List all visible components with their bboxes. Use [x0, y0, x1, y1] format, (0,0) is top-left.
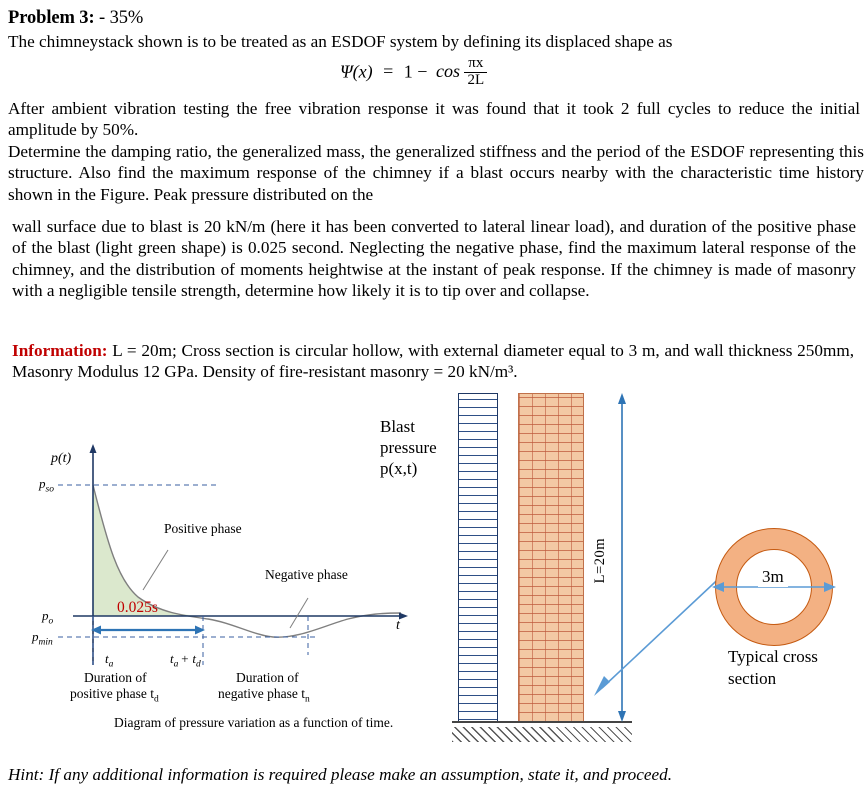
shape-function-equation [340, 57, 487, 90]
pmin-symbol: p [32, 629, 39, 644]
pso-symbol: p [39, 476, 46, 491]
positive-phase-area [93, 485, 203, 616]
equation-equals: = [383, 61, 394, 82]
blast-pressure-distribution [458, 393, 498, 725]
duration-positive-line2 [70, 686, 159, 705]
equation-numerator: πx [464, 56, 487, 73]
paragraph-determine: Determine the damping ratio, the generalized mass, the generalized stiffness and the period of the ESDOF representing this structure. Also find the maximum response of the chimney if a blast occurs nearby with the characteristic time history shown in the Figure. Peak pressure distributed on the [8, 142, 864, 204]
cross-section-caption-line2: section [728, 669, 777, 688]
equation-psi: Ψ(x) [340, 61, 373, 82]
pso-subscript: so [45, 484, 54, 495]
equation-one-minus: 1 − [403, 61, 428, 82]
page-title [8, 8, 143, 29]
po-subscript: o [48, 616, 54, 627]
equation-denominator: 2L [467, 71, 485, 88]
figure-caption: Diagram of pressure variation as a function of time. [114, 715, 394, 730]
cross-section-caption [728, 646, 818, 690]
pressure-diagram-svg [18, 430, 438, 730]
equation-cos: cos [435, 61, 460, 82]
blast-pressure-label [380, 416, 437, 479]
pressure-time-diagram [18, 430, 438, 730]
problem-title-label: Problem 3: [8, 8, 95, 28]
diameter-label: 3m [758, 567, 788, 587]
pso-label [39, 476, 54, 495]
ta-tick-label [105, 651, 113, 670]
paragraph-ambient-vibration: After ambient vibration testing the free vibration response it was found that it took 2 full cycles to reduce the initial amplitude by 50%. [8, 99, 860, 140]
dur-neg-text: negative phase t [218, 686, 305, 701]
ta-symbol: t [105, 651, 109, 666]
duration-positive-line1: Duration of [84, 670, 147, 685]
information-label: Information: [12, 341, 108, 360]
blast-label-line1: Blast [380, 417, 415, 436]
blast-label-line3: p(x,t) [380, 459, 418, 478]
height-label: L=20m [592, 538, 608, 584]
y-axis-label: p(t) [51, 451, 72, 466]
po-symbol: p [42, 608, 49, 623]
positive-phase-label: Positive phase [164, 521, 242, 536]
information-block [12, 340, 854, 383]
duration-value-label: 0.025s [117, 599, 158, 616]
tatd-subscript2: d [196, 659, 201, 670]
diameter-dimension [700, 520, 860, 660]
negative-phase-label: Negative phase [265, 567, 348, 582]
tatd-symbol: t [170, 651, 174, 666]
intro-line: The chimneystack shown is to be treated as an ESDOF system by defining its displaced shape as [8, 32, 673, 51]
hint-text: Hint: If any additional information is required please make an assumption, state it, and proceed. [8, 765, 673, 784]
duration-negative-line2 [218, 686, 310, 705]
tatd-subscript: a [173, 659, 179, 670]
duration-negative-line1: Duration of [236, 670, 299, 685]
blast-label-line2: pressure [380, 438, 437, 457]
pmin-label [32, 629, 53, 648]
dur-neg-subscript: n [304, 694, 310, 705]
cross-section-diagram [700, 520, 860, 690]
dur-pos-subscript: d [154, 694, 159, 705]
y-axis-arrow [90, 444, 97, 453]
pmin-subscript: min [38, 637, 53, 648]
positive-phase-leader [143, 550, 168, 590]
cross-section-caption-line1: Typical cross [728, 647, 818, 666]
information-text: L = 20m; Cross section is circular hollow, with external diameter equal to 3 m, and wall thickness 250mm, Masonry Modulus 12 GPa. Density of fire-resistant masonry = 20 kN/m³. [12, 341, 854, 382]
problem-title-percent: - 35% [99, 8, 144, 28]
ta-subscript: a [108, 659, 114, 670]
tatd-plus: + t [180, 651, 197, 666]
x-axis-arrow [399, 613, 408, 620]
negative-phase-leader [290, 598, 308, 628]
dur-pos-text: positive phase t [70, 686, 154, 701]
chimney-masonry-column [518, 393, 584, 723]
po-label [42, 608, 53, 627]
x-axis-label: t [396, 618, 400, 633]
ta-td-tick-label [170, 651, 201, 670]
paragraph-wall-surface: wall surface due to blast is 20 kN/m (here it has been converted to lateral linear load), and duration of the positive phase of the blast (light green shape) is 0.025 second. Neglecting the negative phase, find the maximum lateral response of the chimney, and the distribution of moments heightwise at the instant of peak response. If the chimney is made of masonry with a negligible tensile strength, determine how likely it is to tip over and collapse. [12, 217, 856, 301]
equation-fraction [464, 56, 487, 89]
